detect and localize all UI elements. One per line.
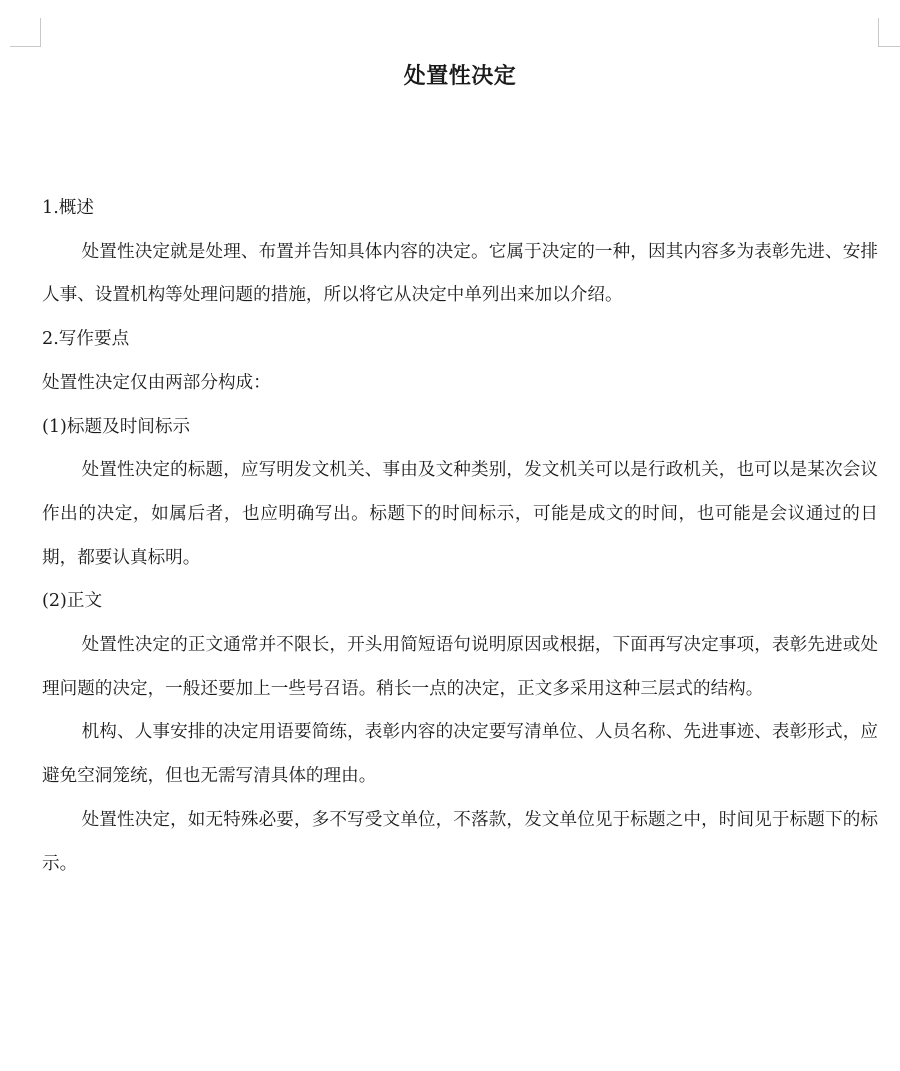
section-heading-writing-points: 2.写作要点 [42, 329, 130, 350]
paragraph-closing-note: 处置性决定，如无特殊必要，多不写受文单位，不落款，发文单位见于标题之中，时间见于标题下的标示。 [42, 809, 878, 874]
paragraph-personnel-decisions: 机构、人事安排的决定用语要简练，表彰内容的决定要写清单位、人员名称、先进事迹、表彰形式，应避免空洞笼统，但也无需写清具体的理由。 [42, 722, 878, 787]
subheading-main-text: (2)正文 [42, 591, 103, 612]
document-body [42, 58, 878, 886]
paragraph-title-and-time: 处置性决定的标题，应写明发文机关、事由及文种类别，发文机关可以是行政机关，也可以是某次会议作出的决定，如属后者，也应明确写出。标题下的时间标示，可能是成文的时间，也可能是会议通过的日期，都要认真标明。 [42, 460, 878, 568]
section-heading-overview: 1.概述 [42, 198, 94, 218]
page-corner-mark-top-left [10, 18, 41, 47]
paragraph-main-text: 处置性决定的正文通常并不限长，开头用简短语句说明原因或根据，下面再写决定事项，表彰先进或处理问题的决定，一般还要加上一些号召语。稍长一点的决定，正文多采用这种三层式的结构。 [42, 635, 878, 699]
page-corner-mark-top-right [878, 18, 900, 47]
subheading-title-and-time: (1)标题及时间标示 [42, 416, 191, 437]
paragraph-structure-intro: 处置性决定仅由两部分构成： [42, 372, 271, 393]
paragraph-definition: 处置性决定就是处理、布置并告知具体内容的决定。它属于决定的一种，因其内容多为表彰先进、安排人事、设置机构等处理问题的措施，所以将它从决定中单列出来加以介绍。 [42, 241, 878, 306]
page-title: 处置性决定 [403, 63, 517, 89]
